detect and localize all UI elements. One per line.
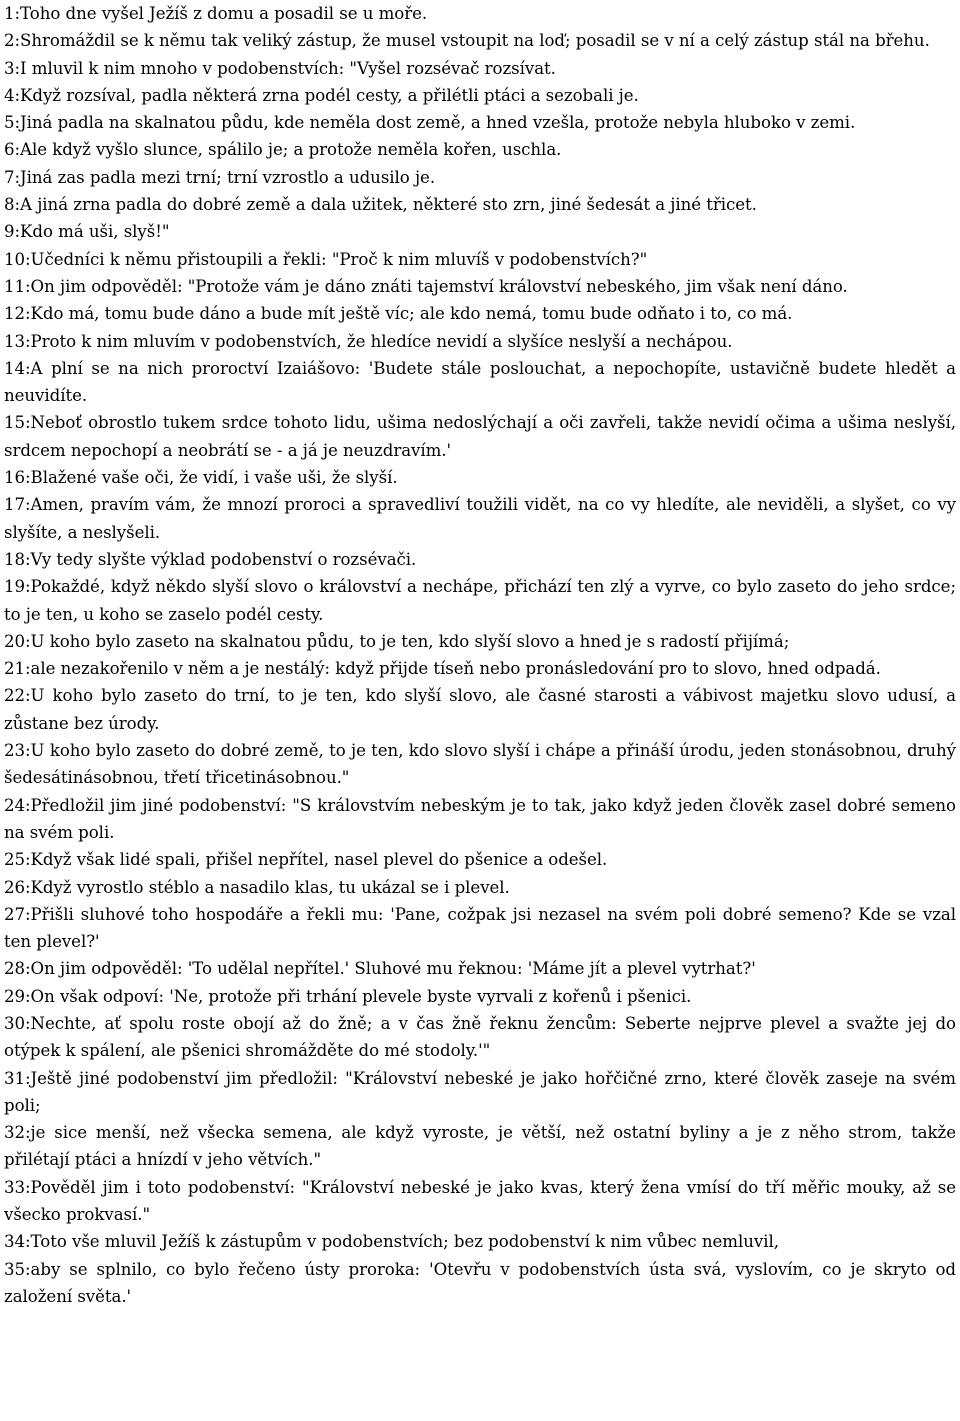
verse-23: 23:U koho bylo zaseto do dobré země, to je ten, kdo slovo slyší i chápe a přináší úrodu, jeden stonásobnou, druhý šedesátinásobnou, třetí třicetinásobnou." <box>4 741 956 788</box>
verse-11: 11:On jim odpověděl: "Protože vám je dáno znáti tajemství království nebeského, jim však není dáno. <box>4 276 848 296</box>
verse-19: 19:Pokaždé, když někdo slyší slovo o království a nechápe, přichází ten zlý a vyrve, co bylo zaseto do jeho srdce; to je ten, u koho se zaselo podél cesty. <box>4 577 956 624</box>
verse-20: 20:U koho bylo zaseto na skalnatou půdu, to je ten, kdo slyší slovo a hned je s radostí přijímá; <box>4 631 790 651</box>
verse-30: 30:Nechte, ať spolu roste obojí až do žně; a v čas žně řeknu žencům: Seberte nejprve plevel a svažte jej do otýpek k spálení, ale pšenici shromážděte do mé stodoly.'" <box>4 1013 956 1061</box>
verse-33: 33:Pověděl jim i toto podobenství: "Království nebeské je jako kvas, který žena vmísí do tří měřic mouky, až se všecko prokvasí." <box>4 1177 956 1225</box>
verse-12: 12:Kdo má, tomu bude dáno a bude mít ještě víc; ale kdo nemá, tomu bude odňato i to, co má. <box>4 304 793 324</box>
verse-1: 1:Toho dne vyšel Ježíš z domu a posadil se u moře. <box>4 4 428 23</box>
verse-18: 18:Vy tedy slyšte výklad podobenství o rozsévači. <box>4 549 417 569</box>
verse-13: 13:Proto k nim mluvím v podobenstvích, že hledíce nevidí a slyšíce neslyší a nechápou. <box>4 331 733 351</box>
verse-7: 7:Jiná zas padla mezi trní; trní vzrostlo a udusilo je. <box>4 167 436 187</box>
verse-28: 28:On jim odpověděl: 'To udělal nepřítel.' Sluhové mu řeknou: 'Máme jít a plevel vytrhat?' <box>4 959 756 979</box>
verse-14: 14:A plní se na nich proroctví Izaiášovo: 'Budete stále poslouchat, a nepochopíte, ustavičně budete hledět a neuvidíte. <box>4 358 956 406</box>
verse-35: 35:aby se splnilo, co bylo řečeno ústy proroka: 'Otevřu v podobenstvích ústa svá, vyslovím, co je skryto od založení světa.' <box>4 1259 956 1306</box>
verse-29: 29:On však odpoví: 'Ne, protože při trhání plevele byste vyrvali z kořenů i pšenici. <box>4 986 692 1006</box>
verse-9: 9:Kdo má uši, slyš!" <box>4 222 170 242</box>
verse-25: 25:Když však lidé spali, přišel nepřítel, nasel plevel do pšenice a odešel. <box>4 850 608 870</box>
verse-22: 22:U koho bylo zaseto do trní, to je ten, kdo slyší slovo, ale časné starosti a vábivost majetku slovo udusí, a zůstane bez úrody. <box>4 686 956 733</box>
verse-21: 21:ale nezakořenilo v něm a je nestálý: když přijde tíseň nebo pronásledování pro to slovo, hned odpadá. <box>4 659 881 679</box>
verse-32: 32:je sice menší, než všecka semena, ale když vyroste, je větší, než ostatní byliny a je z něho strom, takže přilétají ptáci a hnízdí v jeho větvích." <box>4 1123 956 1170</box>
verse-27: 27:Přišli sluhové toho hospodáře a řekli mu: 'Pane, cožpak jsi nezasel na svém poli dobré semeno? Kde se vzal ten plevel?' <box>4 904 956 952</box>
verse-4: 4:Když rozsíval, padla některá zrna podél cesty, a přilétli ptáci a sezobali je. <box>4 85 639 105</box>
verse-10: 10:Učedníci k němu přistoupili a řekli: "Proč k nim mluvíš v podobenstvích?" <box>4 249 648 269</box>
verse-5: 5:Jiná padla na skalnatou půdu, kde neměla dost země, a hned vzešla, protože nebyla hluboko v zemi. <box>4 113 856 133</box>
verse-15: 15:Neboť obrostlo tukem srdce tohoto lidu, ušima nedoslýchají a oči zavřeli, takže nevidí očima a ušima neslyší, srdcem nepochopí a neobrátí se - a já je neuzdravím.' <box>4 413 956 460</box>
verse-24: 24:Předložil jim jiné podobenství: "S královstvím nebeským je to tak, jako když jeden člověk zasel dobré semeno na svém poli. <box>4 795 956 842</box>
verse-26: 26:Když vyrostlo stéblo a nasadilo klas, tu ukázal se i plevel. <box>4 877 510 897</box>
verse-6: 6:Ale když vyšlo slunce, spálilo je; a protože neměla kořen, uschla. <box>4 140 562 160</box>
verse-3: 3:I mluvil k nim mnoho v podobenstvích: "Vyšel rozsévač rozsívat. <box>4 58 556 78</box>
verse-2: 2:Shromáždil se k němu tak veliký zástup, že musel vstoupit na loď; posadil se v ní a celý zástup stál na břehu. <box>4 31 930 51</box>
verse-31: 31:Ještě jiné podobenství jim předložil: "Království nebeské je jako hořčičné zrno, které člověk zaseje na svém poli; <box>4 1068 956 1115</box>
verse-17: 17:Amen, pravím vám, že mnozí proroci a spravedliví toužili vidět, na co vy hledíte, ale neviděli, a slyšet, co vy slyšíte, a neslyšeli. <box>4 495 956 542</box>
verse-8: 8:A jiná zrna padla do dobré země a dala užitek, některé sto zrn, jiné šedesát a jiné třicet. <box>4 195 757 215</box>
verse-16: 16:Blažené vaše oči, že vidí, i vaše uši, že slyší. <box>4 468 398 488</box>
verse-34: 34:Toto vše mluvil Ježíš k zástupům v podobenstvích; bez podobenství k nim vůbec nemluvil, <box>4 1232 779 1252</box>
